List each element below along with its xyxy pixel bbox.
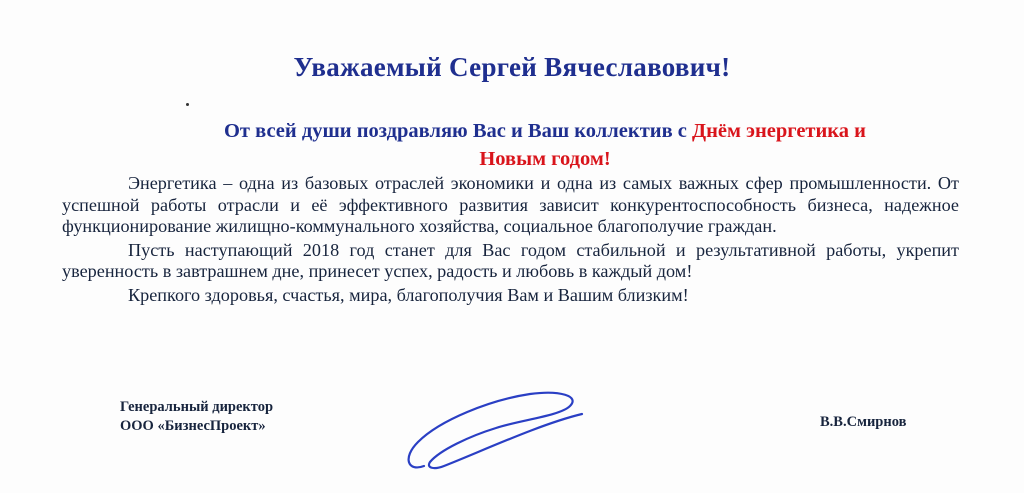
greeting-holiday-energy: Днём энергетика и xyxy=(692,120,866,142)
signatory-block xyxy=(120,398,273,436)
paragraph-wishes-health: Крепкого здоровья, счастья, мира, благополучия Вам и Вашим близким! xyxy=(128,284,689,305)
paragraph-energy: Энергетика – одна из базовых отраслей экономики и одна из самых важных сфер промышленности. От успешной работы отрасли и её эффективного развития зависит конкурентоспособность бизнеса, надежное функционирование жилищно-коммунального хозяйства, социальное благополучие граждан. xyxy=(62,173,959,237)
signatory-company: ООО «БизнесПроект» xyxy=(120,418,266,434)
signatory-name: В.В.Смирнов xyxy=(820,414,907,430)
salutation-heading: Уважаемый Сергей Вячеславович! xyxy=(293,52,731,82)
paragraph-wishes-year: Пусть наступающий 2018 год станет для Вас годом стабильной и результативной работы, укрепит уверенность в завтрашнем дне, принесет успех, радость и любовь в каждый дом! xyxy=(62,239,959,282)
greeting-line xyxy=(140,117,950,173)
greeting-text: От всей души поздравляю Вас и Ваш коллектив с xyxy=(223,120,693,142)
signatory-position: Генеральный директор xyxy=(120,399,274,415)
handwritten-signature xyxy=(400,380,600,480)
greeting-holiday-newyear: Новым годом! xyxy=(479,148,611,170)
letter-body xyxy=(62,173,959,309)
paper-speck xyxy=(186,103,189,106)
